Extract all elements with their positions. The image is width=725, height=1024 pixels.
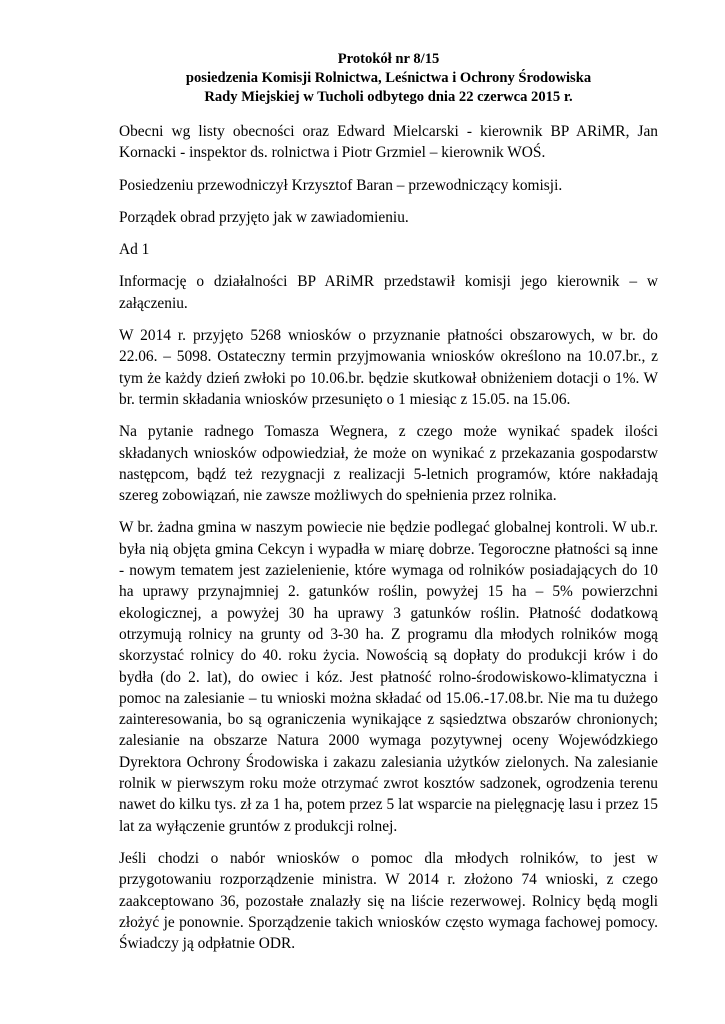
paragraph-attendance: Obecni wg listy obecności oraz Edward Mielcarski - kierownik BP ARiMR, Jan Kornacki - inspektor ds. rolnictwa i Piotr Grzmiel – kierownik WOŚ. bbox=[119, 123, 658, 162]
protocol-title bbox=[119, 50, 658, 107]
paragraph-chair: Posiedzeniu przewodniczył Krzysztof Baran – przewodniczący komisji. bbox=[119, 176, 563, 194]
paragraph-agenda: Porządek obrad przyjęto jak w zawiadomieniu. bbox=[119, 208, 409, 226]
paragraph-young-farmers: Jeśli chodzi o nabór wniosków o pomoc dla młodych rolników, to jest w przygotowaniu rozporządzenie ministra. W 2014 r. złożono 74 wnioski, z czego zaakceptowano 36, pozostałe znalazły się na liście rezerwowej. Rolnicy będą mogli złożyć je ponownie. Sporządzenie takich wniosków często wymaga fachowej pomocy. Świadczy ją odpłatnie ODR. bbox=[119, 849, 658, 953]
section-heading-ad1: Ad 1 bbox=[119, 241, 150, 259]
paragraph-question: Na pytanie radnego Tomasza Wegnera, z czego może wynikać spadek ilości składanych wniosków odpowiedział, że może on wynikać z przekazania gospodarstw następcom, bądź też rezygnacji z realizacji 5-letnich programów, które nakładają szereg zobowiązań, nie zawsze możliwych do spełnienia przez rolnika. bbox=[119, 423, 658, 505]
title-line-2: posiedzenia Komisji Rolnictwa, Leśnictwa i Ochrony Środowiska bbox=[185, 70, 592, 86]
title-line-1: Protokół nr 8/15 bbox=[337, 51, 440, 67]
paragraph-control: W br. żadna gmina w naszym powiecie nie będzie podlegać globalnej kontroli. W ub.r. była nią objęta gmina Cekcyn i wypadła w miarę dobrze. Tegoroczne płatności są inne - nowym tematem jest zazielenienie, które wymaga od rolników posiadających do 10 ha uprawy przynajmniej 2. gatunków roślin, powyżej 15 ha – 5% powierzchni ekologicznej, a powyżej 30 ha uprawy 3 gatunków roślin. Płatność dodatkową otrzymują rolnicy na grunty od 3-30 ha. Z programu dla młodych rolników mogą skorzystać rolnicy do 40. roku życia. Nowością są dopłaty do produkcji krów i do bydła (do 2. lat), do owiec i kóz. Jest płatność rolno-środowiskowo-klimatyczna i pomoc na zalesianie – tu wnioski można składać od 15.06.-17.08.br. Nie ma tu dużego zainteresowania, bo są ograniczenia wynikające z sąsiedztwa obszarów chronionych; zalesianie na obszarze Natura 2000 wymaga pozytywnej oceny Wojewódzkiego Dyrektora Ochrony Środowiska i zakazu zalesiania użytków zielonych. Na zalesianie rolnik w pierwszym roku może otrzymać zwrot kosztów sadzonek, ogrodzenia terenu nawet do kilku tys. zł za 1 ha, potem przez 5 lat wsparcie na pielęgnację lasu i przez 15 lat za wyłączenie gruntów z produkcji rolnej. bbox=[119, 519, 658, 835]
document-page bbox=[119, 50, 658, 965]
paragraph-info: Informację o działalności BP ARiMR przedstawił komisji jego kierownik – w załączeniu. bbox=[119, 273, 658, 312]
title-line-3: Rady Miejskiej w Tucholi odbytego dnia 22 czerwca 2015 r. bbox=[204, 89, 573, 105]
paragraph-applications: W 2014 r. przyjęto 5268 wniosków o przyznanie płatności obszarowych, w br. do 22.06. – 5098. Ostateczny termin przyjmowania wniosków określono na 10.07.br., z tym że każdy dzień zwłoki po 10.06.br. będzie skutkował obniżeniem dotacji o 1%. W br. termin składania wniosków przesunięto o 1 miesiąc z 15.05. na 15.06. bbox=[119, 327, 658, 408]
